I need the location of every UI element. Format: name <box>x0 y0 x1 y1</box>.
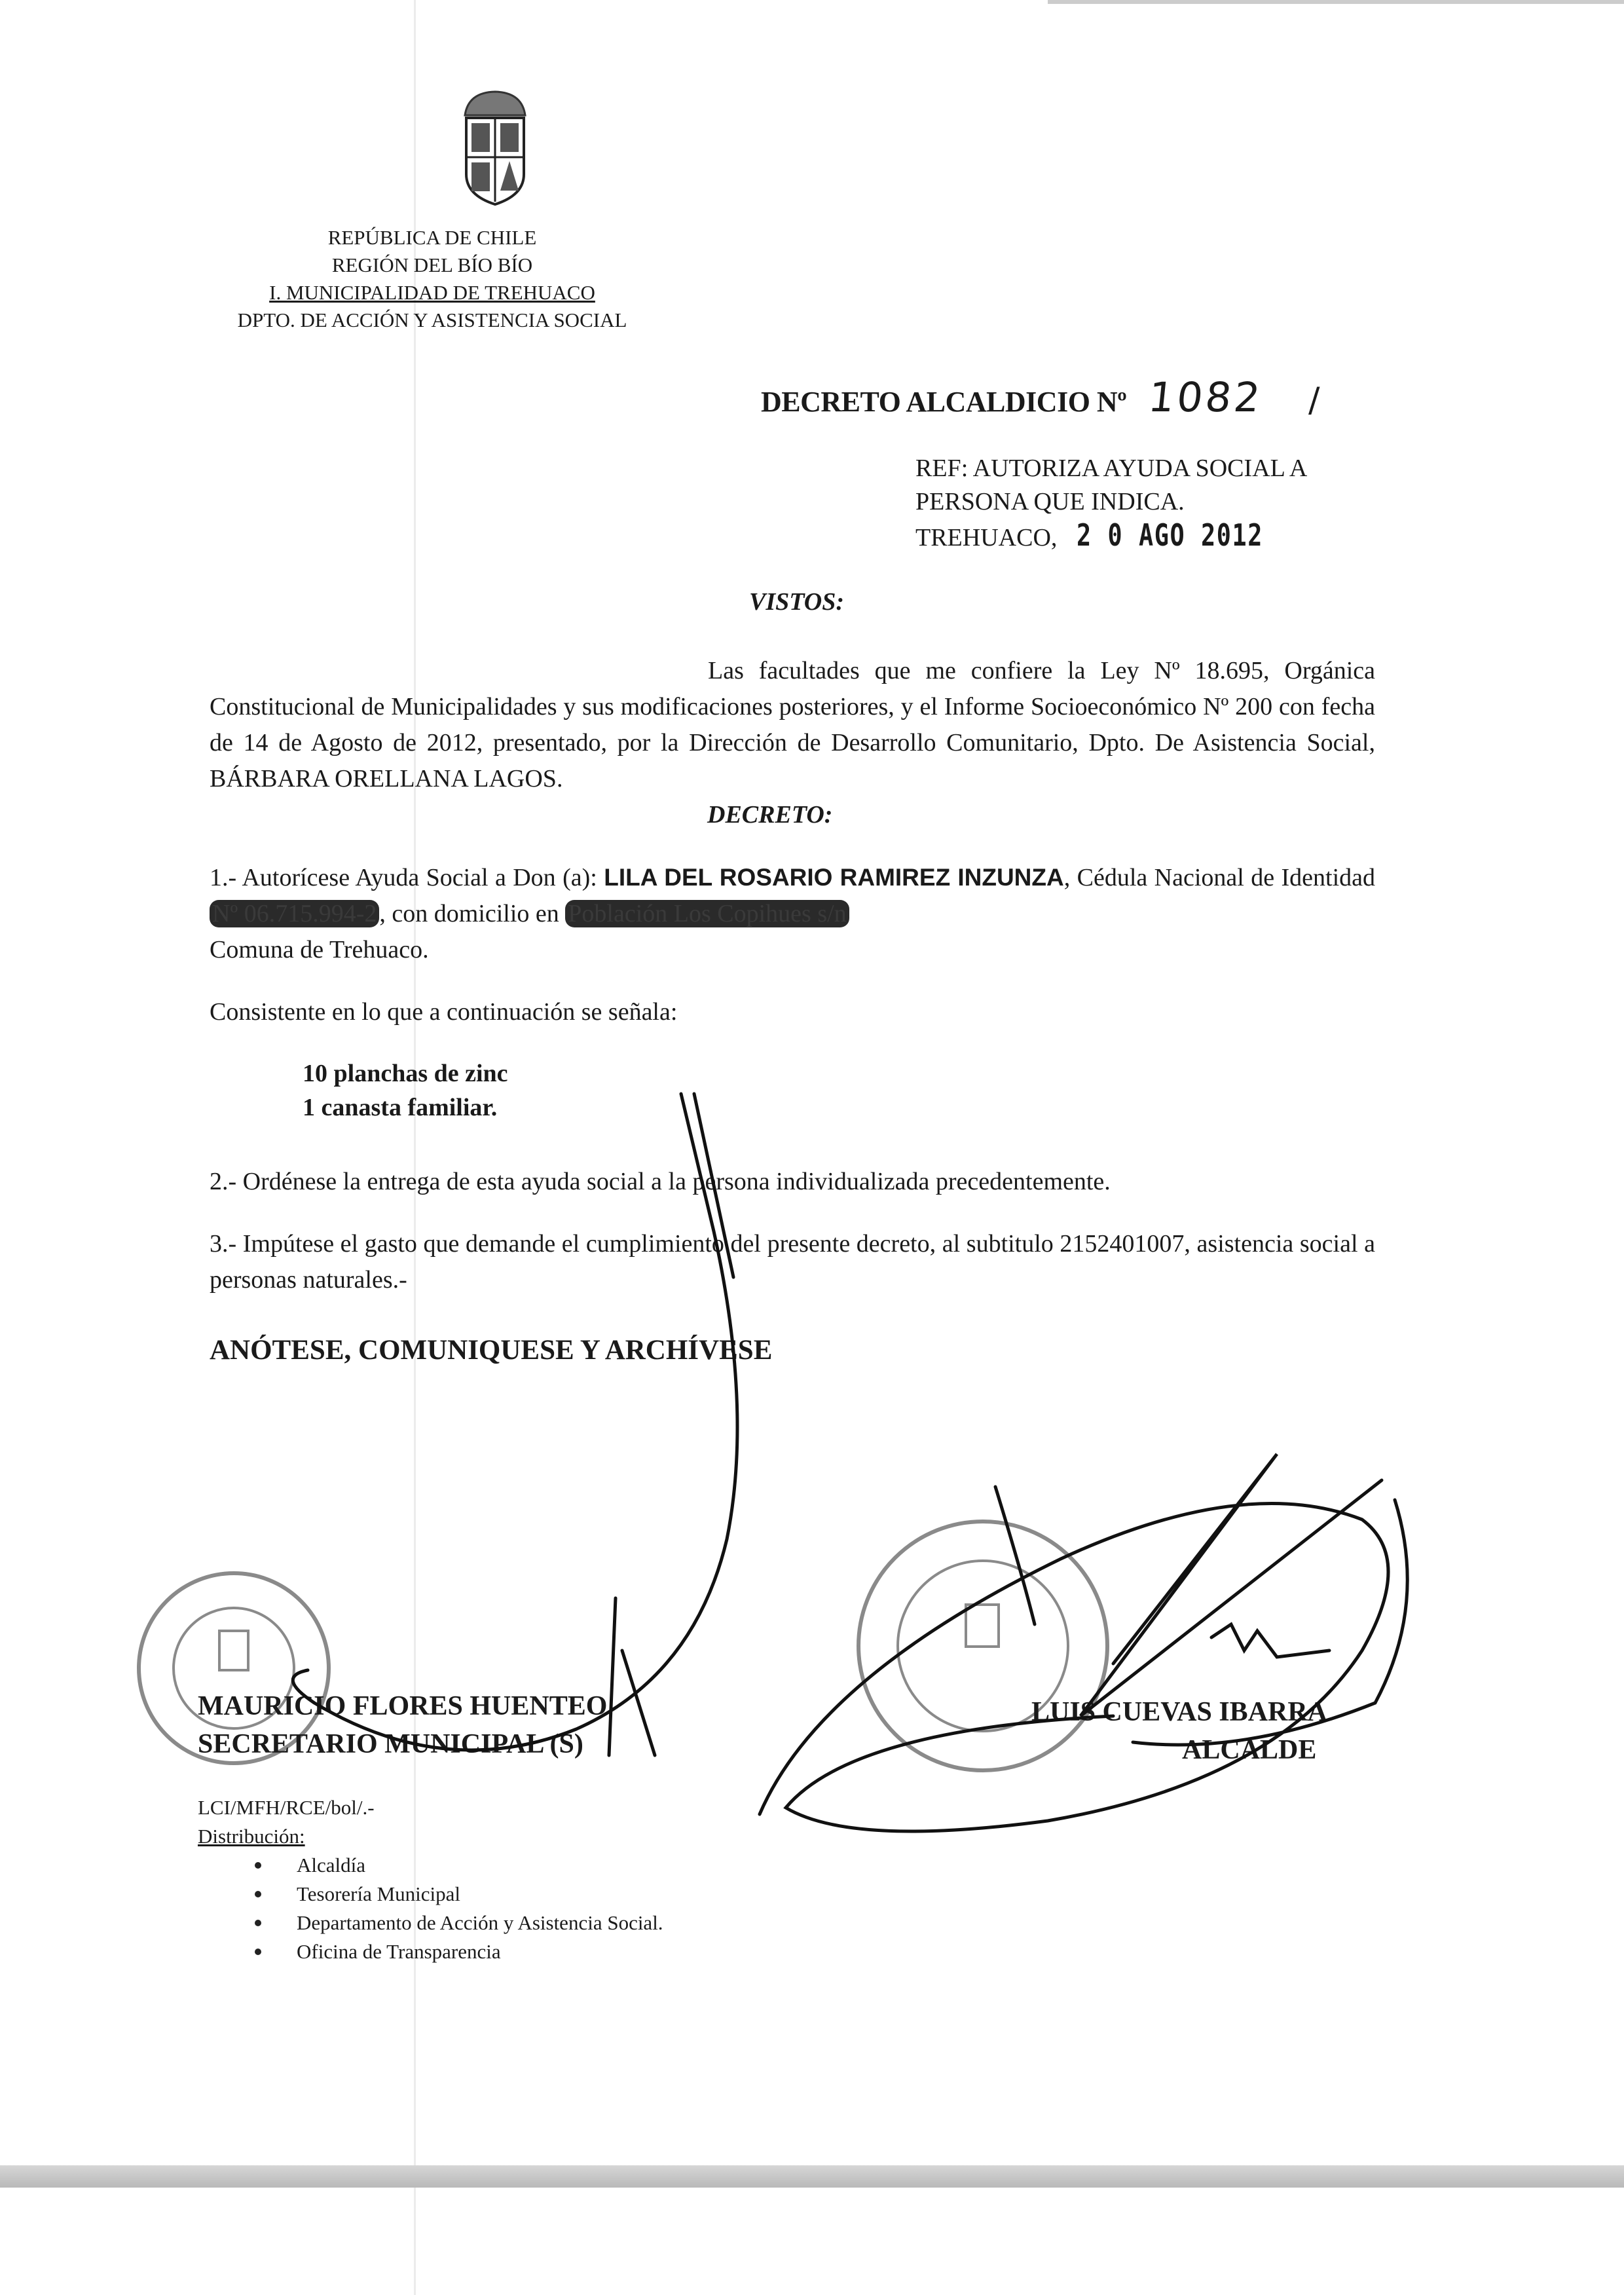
redacted-address: Población Los Copihues s/n <box>565 900 849 927</box>
item1-mid2: , con domicilio en <box>379 900 559 927</box>
vistos-text: Las facultades que me confiere la Ley Nº 18.695, Orgánica Constitucional de Municipalidades y sus modificaciones posteriores, y el Informe Socioeconómico Nº 200 con fecha de 14 de Agosto de 2012, presentado, por la Dirección de Desarrollo Comunitario, Dpto. De Asistencia Social, BÁRBARA ORELLANA LAGOS. <box>210 657 1375 793</box>
decree-number-handwritten: 1082 <box>1146 373 1265 421</box>
distribution-block <box>198 1793 663 1966</box>
letterhead-region: REGIÓN DEL BÍO BÍO <box>331 253 533 276</box>
right-signature-block <box>1031 1693 1327 1769</box>
aid-items-list <box>210 1056 1375 1125</box>
initials: LCI/MFH/RCE/bol/.- <box>198 1796 375 1819</box>
distribution-item: Tesorería Municipal <box>255 1880 663 1909</box>
item1-mid: , Cédula Nacional de Identidad <box>1063 864 1375 891</box>
distribution-item: Oficina de Transparencia <box>255 1937 663 1966</box>
beneficiary-name: LILA DEL ROSARIO RAMIREZ INZUNZA <box>604 864 1064 891</box>
mayor-name: LUIS CUEVAS IBARRA <box>1031 1697 1328 1727</box>
decree-item-2: 2.- Ordénese la entrega de esta ayuda social a la persona individualizada precedentemente. <box>210 1168 1111 1195</box>
letterhead <box>196 224 668 334</box>
aid-item: 1 canasta familiar. <box>303 1094 498 1121</box>
consistente-text: Consistente en lo que a continuación se señala: <box>210 998 678 1026</box>
scan-edge <box>1048 0 1624 4</box>
secretary-role: SECRETARIO MUNICIPAL (S) <box>198 1729 583 1759</box>
ref-place: TREHUACO, <box>915 524 1058 551</box>
municipal-crest-icon <box>458 89 532 207</box>
decree-title <box>761 373 1320 421</box>
item1-end: Comuna de Trehuaco. <box>210 936 429 963</box>
item1-prefix: 1.- Autorícese Ayuda Social a Don (a): <box>210 864 597 891</box>
mayor-signature <box>760 1454 1407 1831</box>
distribution-item: Departamento de Acción y Asistencia Social. <box>255 1909 663 1937</box>
distribution-heading: Distribución: <box>198 1825 305 1848</box>
letterhead-municipality: I. MUNICIPALIDAD DE TREHUACO <box>269 281 595 304</box>
decree-item-1 <box>210 859 1375 968</box>
decree-item-3: 3.- Impútese el gasto que demande el cumplimiento del presente decreto, al subtitulo 2152401007, asistencia social a personas naturales.- <box>210 1230 1375 1294</box>
mayor-role: ALCALDE <box>1182 1735 1317 1765</box>
decree-slash: / <box>1308 381 1320 420</box>
ref-line-2: PERSONA QUE INDICA. <box>915 488 1185 515</box>
vistos-heading: VISTOS: <box>749 588 845 616</box>
letterhead-department: DPTO. DE ACCIÓN Y ASISTENCIA SOCIAL <box>237 308 627 331</box>
reference-block <box>915 452 1310 555</box>
ref-line-1: REF: AUTORIZA AYUDA SOCIAL A <box>915 455 1308 482</box>
decree-body <box>210 584 1375 1370</box>
letterhead-country: REPÚBLICA DE CHILE <box>327 226 537 249</box>
left-signature-block <box>198 1687 607 1763</box>
closing-formula: ANÓTESE, COMUNIQUESE Y ARCHÍVESE <box>210 1335 773 1366</box>
scan-bottom-edge <box>0 2165 1624 2188</box>
decreto-heading: DECRETO: <box>707 801 833 829</box>
aid-item: 10 planchas de zinc <box>303 1060 508 1087</box>
vistos-paragraph <box>210 653 1375 797</box>
distribution-item: Alcaldía <box>255 1851 663 1880</box>
redacted-id-number: Nº 06.715.994-2 <box>210 900 379 927</box>
date-stamp: 2 0 AGO 2012 <box>1077 517 1264 553</box>
distribution-list <box>198 1851 663 1966</box>
secretary-name: MAURICIO FLORES HUENTEO <box>198 1691 608 1721</box>
decree-title-label: DECRETO ALCALDICIO Nº <box>761 386 1127 418</box>
